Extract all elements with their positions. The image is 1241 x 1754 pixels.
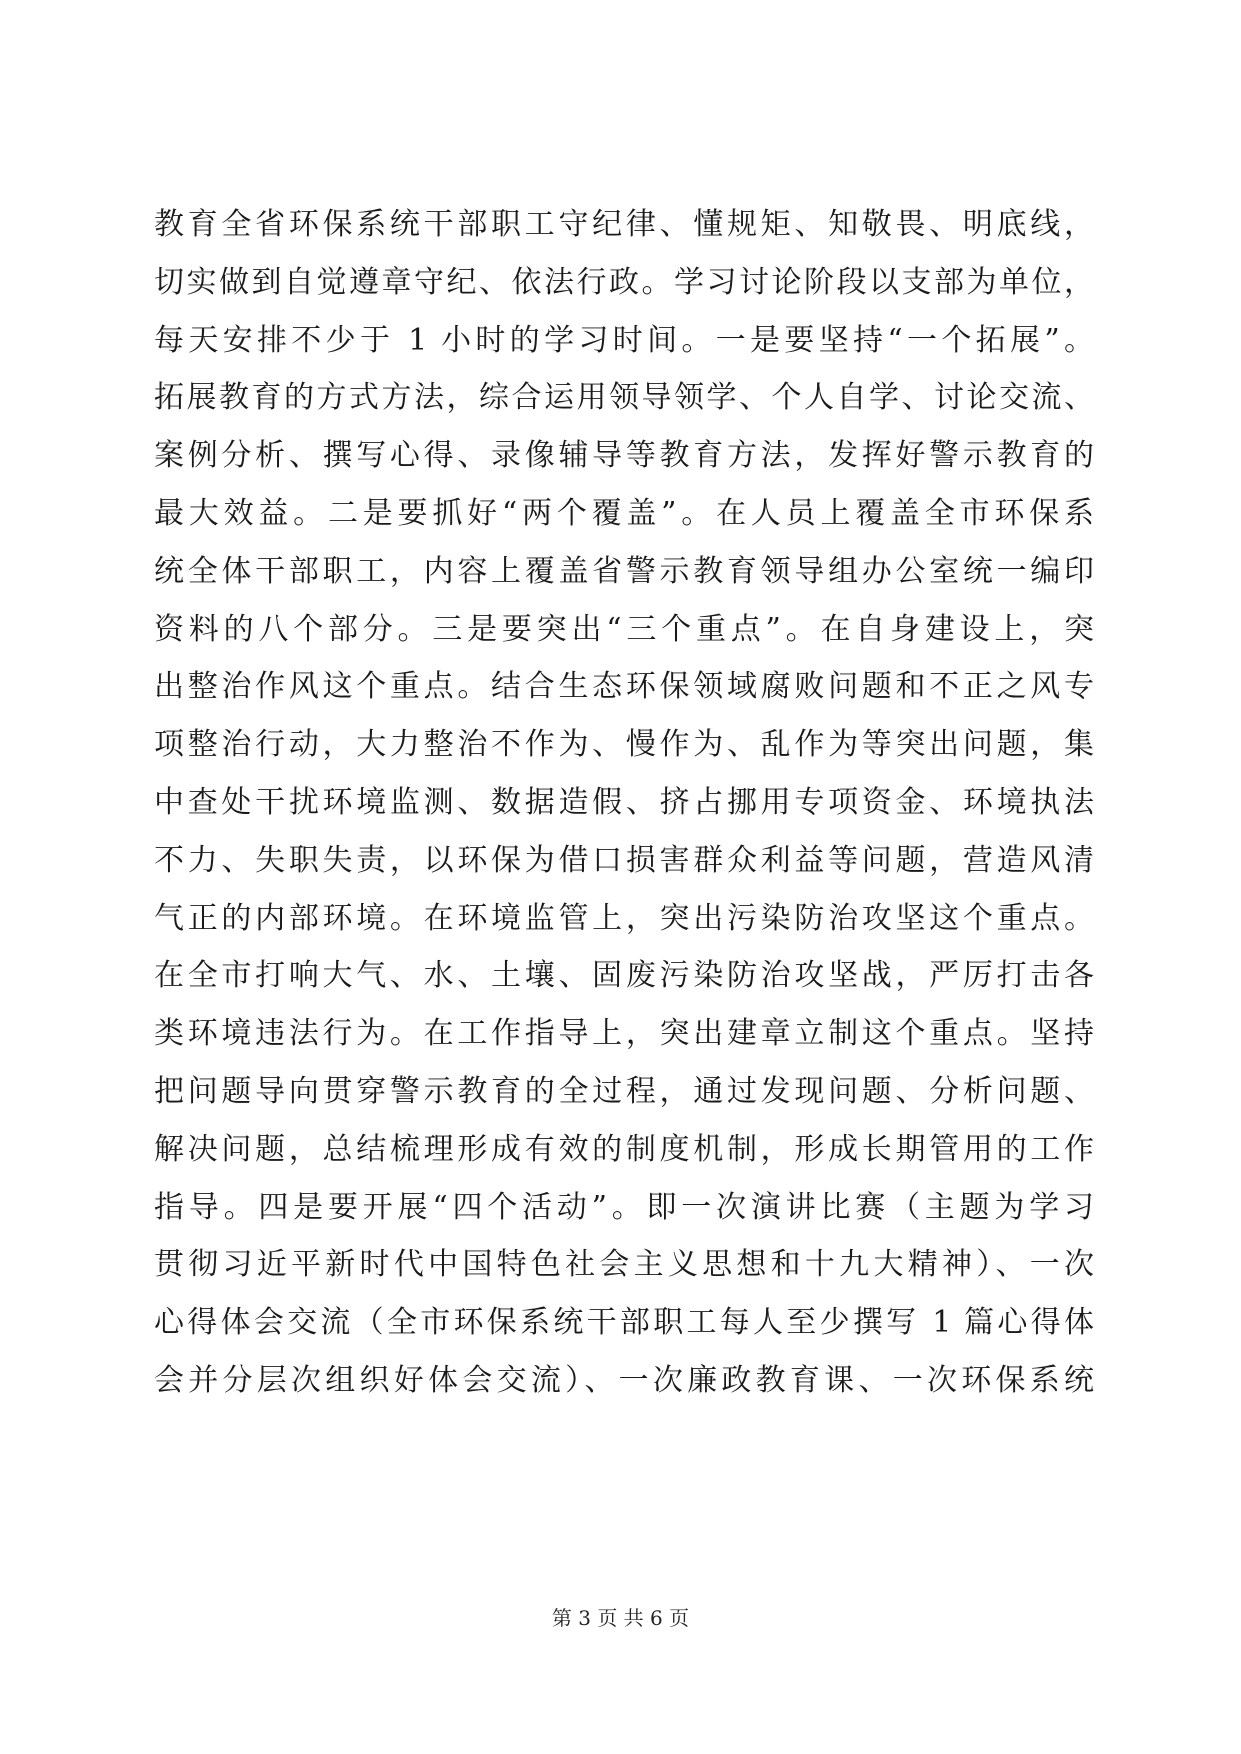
text-line: 不力、失职失责，以环保为借口损害群众利益等问题，营造风清: [154, 842, 1094, 878]
text-line: 项整治行动，大力整治不作为、慢作为、乱作为等突出问题，集: [154, 727, 1094, 763]
text-line: 最大效益。二是要抓好“两个覆盖”。在人员上覆盖全市环保系: [154, 495, 1094, 531]
text-line: 每天安排不少于 1 小时的学习时间。一是要坚持“一个拓展”。: [154, 322, 1094, 358]
text-line: 在全市打响大气、水、土壤、固废污染防治攻坚战，严厉打击各: [154, 958, 1094, 994]
text-line: 出整治作风这个重点。结合生态环保领域腐败问题和不正之风专: [154, 669, 1094, 705]
page-footer: 第 3 页 共 6 页: [551, 1606, 690, 1630]
text-line: 拓展教育的方式方法，综合运用领导领学、个人自学、讨论交流、: [154, 380, 1094, 416]
text-line: 指导。四是要开展“四个活动”。即一次演讲比赛（主题为学习: [154, 1189, 1094, 1225]
text-line: 心得体会交流（全市环保系统干部职工每人至少撰写 1 篇心得体: [154, 1305, 1094, 1341]
text-line: 解决问题，总结梳理形成有效的制度机制，形成长期管用的工作: [154, 1131, 1094, 1167]
text-line: 切实做到自觉遵章守纪、依法行政。学习讨论阶段以支部为单位，: [154, 264, 1094, 300]
body-text: [154, 196, 1094, 1410]
text-line: 资料的八个部分。三是要突出“三个重点”。在自身建设上，突: [154, 611, 1094, 647]
text-line: 教育全省环保系统干部职工守纪律、懂规矩、知敬畏、明底线，: [154, 207, 1094, 242]
text-line: 会并分层次组织好体会交流）、一次廉政教育课、一次环保系统: [154, 1362, 1094, 1398]
text-line: 气正的内部环境。在环境监管上，突出污染防治攻坚这个重点。: [154, 900, 1094, 936]
text-line: 案例分析、撰写心得、录像辅导等教育方法，发挥好警示教育的: [154, 438, 1094, 474]
text-line: 中查处干扰环境监测、数据造假、挤占挪用专项资金、环境执法: [154, 784, 1094, 820]
text-line: 贯彻习近平新时代中国特色社会主义思想和十九大精神）、一次: [154, 1247, 1094, 1283]
text-line: 统全体干部职工，内容上覆盖省警示教育领导组办公室统一编印: [154, 553, 1094, 589]
text-line: 类环境违法行为。在工作指导上，突出建章立制这个重点。坚持: [154, 1016, 1094, 1052]
text-line: 把问题导向贯穿警示教育的全过程，通过发现问题、分析问题、: [154, 1073, 1094, 1109]
